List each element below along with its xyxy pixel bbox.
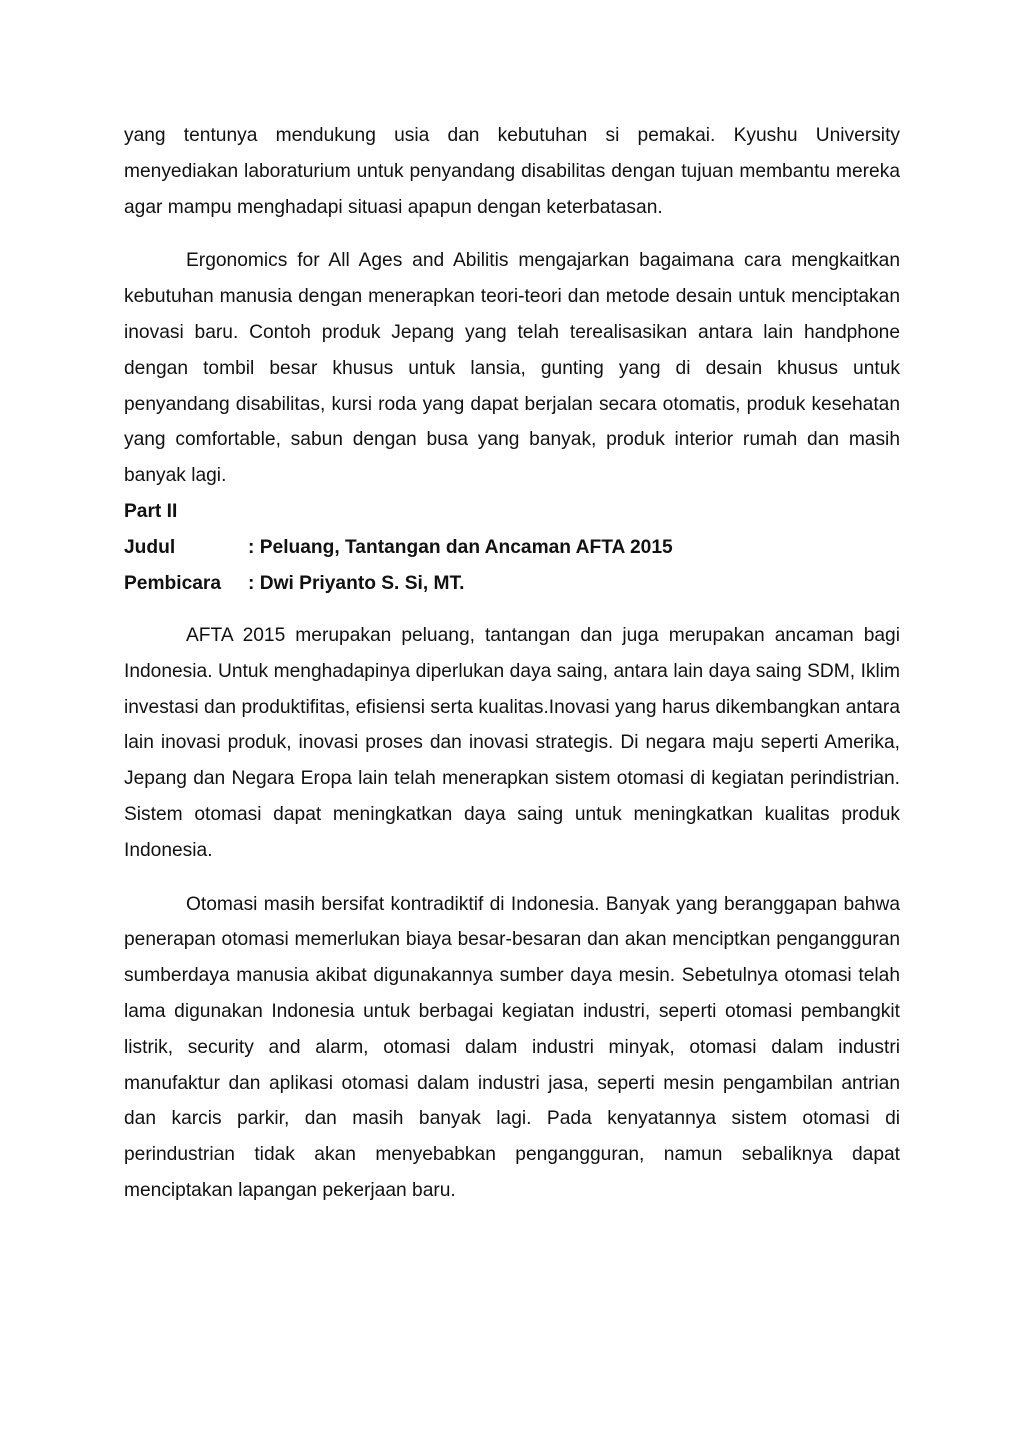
title-value: : Peluang, Tantangan dan Ancaman AFTA 2015 [248,536,673,558]
title-row [124,530,900,566]
section-heading: Part II [124,500,178,522]
speaker-row [124,566,900,602]
page-content [124,118,900,1209]
speaker-label: Pembicara [124,572,222,594]
paragraph-otomasi: Otomasi masih bersifat kontradiktif di Indonesia. Banyak yang beranggapan bahwa penerapan otomasi memerlukan biaya besar-besaran dan akan menciptkan pengangguran sumberdaya manusia akibat digunakannya sumber daya mesin. Sebetulnya otomasi telah lama digunakan Indonesia untuk berbagai kegiatan industri, seperti otomasi pembangkit listrik, security and alarm, otomasi dalam industri minyak, otomasi dalam industri manufaktur dan aplikasi otomasi dalam industri jasa, seperti mesin pengambilan antrian dan karcis parkir, dan masih banyak lagi. Pada kenyatannya sistem otomasi di perindustrian tidak akan menyebabkan pengangguran, namun sebaliknya dapat menciptakan lapangan pekerjaan baru. [124,893,900,1201]
paragraph-kyushu: yang tentunya mendukung usia dan kebutuhan si pemakai. Kyushu University menyediakan laboraturium untuk penyandang disabilitas dengan tujuan membantu mereka agar mampu menghadapi situasi apapun dengan keterbatasan. [124,125,900,218]
speaker-value: : Dwi Priyanto S. Si, MT. [248,572,465,594]
paragraph-ergonomics: Ergonomics for All Ages and Abilitis mengajarkan bagaimana cara mengkaitkan kebutuhan manusia dengan menerapkan teori-teori dan metode desain untuk menciptakan inovasi baru. Contoh produk Jepang yang telah terealisasikan antara lain handphone dengan tombil besar khusus untuk lansia, gunting yang di desain khusus untuk penyandang disabilitas, kursi roda yang dapat berjalan secara otomatis, produk kesehatan yang comfortable, sabun dengan busa yang banyak, produk interior rumah dan masih banyak lagi. [124,250,900,487]
paragraph-afta: AFTA 2015 merupakan peluang, tantangan dan juga merupakan ancaman bagi Indonesia. Untuk menghadapinya diperlukan daya saing, antara lain daya saing SDM, Iklim investasi dan produktifitas, efisiensi serta kualitas.Inovasi yang harus dikembangkan antara lain inovasi produk, inovasi proses dan inovasi strategis. Di negara maju seperti Amerika, Jepang dan Negara Eropa lain telah menerapkan sistem otomasi di kegiatan perindistrian. Sistem otomasi dapat meningkatkan daya saing untuk meningkatkan kualitas produk Indonesia. [124,624,900,861]
title-label: Judul [124,536,176,558]
